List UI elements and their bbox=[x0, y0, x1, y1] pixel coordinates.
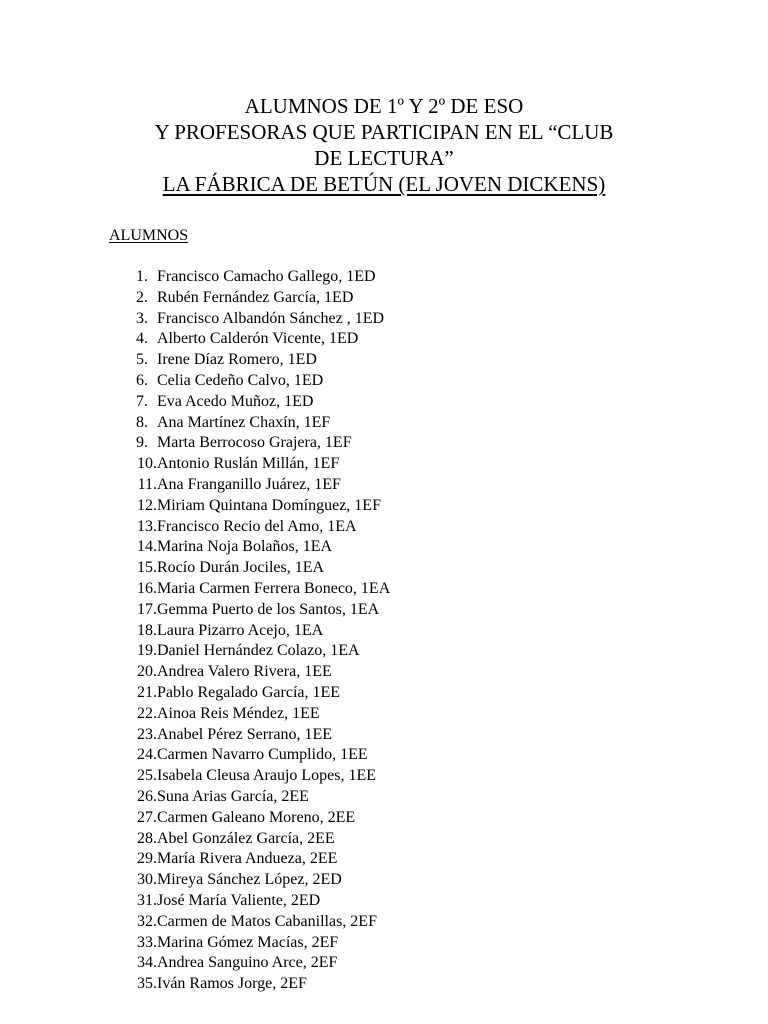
list-item-name: Marina Gómez Macías, 2EF bbox=[157, 933, 339, 951]
list-item-number: 19. bbox=[137, 642, 157, 660]
list-item-name: Antonio Ruslán Millán, 1EF bbox=[157, 455, 340, 473]
list-item-number: 8. bbox=[136, 413, 148, 431]
list-item-name: María Rivera Andueza, 2EE bbox=[157, 850, 338, 868]
list-item-number: 31. bbox=[137, 891, 157, 909]
list-item-number: 3. bbox=[136, 309, 148, 327]
list-item-name: Laura Pizarro Acejo, 1EA bbox=[157, 621, 324, 639]
list-item-name: Ainoa Reis Méndez, 1EE bbox=[157, 704, 320, 722]
list-item-name: Marina Noja Bolaños, 1EA bbox=[157, 538, 333, 556]
list-item-name: Miriam Quintana Domínguez, 1EF bbox=[157, 496, 381, 514]
list-item-number: 6. bbox=[136, 371, 148, 389]
list-item-number: 9. bbox=[136, 434, 148, 452]
list-item-number: 25. bbox=[137, 767, 157, 785]
title-line-2: Y PROFESORAS QUE PARTICIPAN EN EL “CLUB bbox=[154, 120, 614, 144]
list-item-name: Ana Martínez Chaxín, 1EF bbox=[157, 413, 331, 431]
list-item-name: Abel González García, 2EE bbox=[157, 829, 335, 847]
list-item-number: 32. bbox=[137, 912, 157, 930]
section-heading-alumnos: ALUMNOS bbox=[109, 227, 189, 244]
list-item-number: 11. bbox=[137, 475, 157, 493]
list-item-name: Ana Franganillo Juárez, 1EF bbox=[157, 475, 341, 493]
list-item-name: Rocío Durán Jociles, 1EA bbox=[157, 559, 325, 577]
list-item-name: Alberto Calderón Vicente, 1ED bbox=[157, 330, 359, 348]
list-item-number: 20. bbox=[137, 663, 157, 681]
list-item-number: 10. bbox=[137, 455, 157, 473]
list-item-name: Francisco Camacho Gallego, 1ED bbox=[157, 268, 376, 285]
list-item-number: 35. bbox=[137, 975, 157, 993]
list-item-number: 4. bbox=[136, 330, 148, 348]
list-item-number: 27. bbox=[137, 808, 157, 826]
list-item-name: Rubén Fernández García, 1ED bbox=[157, 288, 354, 306]
list-item-name: Pablo Regalado García, 1EE bbox=[157, 683, 341, 701]
list-item-number: 12. bbox=[137, 496, 157, 514]
list-item-name: Anabel Pérez Serrano, 1EE bbox=[157, 725, 333, 743]
list-item-name: José María Valiente, 2ED bbox=[157, 891, 321, 909]
list-item-name: Gemma Puerto de los Santos, 1EA bbox=[157, 600, 380, 618]
list-item-name: Andrea Valero Rivera, 1EE bbox=[157, 663, 332, 681]
list-item-name: Daniel Hernández Colazo, 1EA bbox=[157, 642, 360, 660]
document-title bbox=[0, 93, 768, 197]
list-item-name: Carmen Galeano Moreno, 2EE bbox=[157, 808, 356, 826]
list-item-name: Isabela Cleusa Araujo Lopes, 1EE bbox=[157, 767, 377, 785]
list-item-name: Carmen de Matos Cabanillas, 2EF bbox=[157, 912, 377, 930]
list-item-number: 21. bbox=[137, 683, 157, 701]
list-item-number: 34. bbox=[137, 954, 157, 972]
list-item-name: Carmen Navarro Cumplido, 1EE bbox=[157, 746, 368, 764]
list-item-name: Suna Arias García, 2EE bbox=[157, 787, 309, 805]
list-item-number: 14. bbox=[137, 538, 157, 556]
title-line-4: LA FÁBRICA DE BETÚN (EL JOVEN DICKENS) bbox=[162, 172, 606, 196]
list-item-number: 15. bbox=[137, 559, 157, 577]
list-item-name: Andrea Sanguino Arce, 2EF bbox=[157, 954, 338, 972]
list-item-number: 33. bbox=[137, 933, 157, 951]
list-item-name: Marta Berrocoso Grajera, 1EF bbox=[157, 434, 352, 452]
list-item-name: Maria Carmen Ferrera Boneco, 1EA bbox=[157, 579, 391, 597]
title-line-1: ALUMNOS DE 1º Y 2º DE ESO bbox=[244, 94, 524, 118]
list-item-number: 30. bbox=[137, 871, 157, 889]
list-item-number: 5. bbox=[136, 351, 148, 369]
list-item-number: 16. bbox=[137, 579, 157, 597]
list-item-name: Eva Acedo Muñoz, 1ED bbox=[157, 392, 314, 410]
list-item-number: 29. bbox=[137, 850, 157, 868]
title-line-3: DE LECTURA” bbox=[314, 146, 454, 170]
list-item-name: Iván Ramos Jorge, 2EF bbox=[157, 975, 307, 993]
list-item-number: 1. bbox=[136, 268, 148, 285]
list-item-number: 17. bbox=[137, 600, 157, 618]
list-item-name: Francisco Recio del Amo, 1EA bbox=[157, 517, 357, 535]
list-item-name: Francisco Albandón Sánchez , 1ED bbox=[157, 309, 385, 327]
list-item-number: 2. bbox=[136, 288, 148, 306]
list-item-number: 22. bbox=[137, 704, 157, 722]
list-item-number: 26. bbox=[137, 787, 157, 805]
list-item-name: Mireya Sánchez López, 2ED bbox=[157, 871, 342, 889]
list-item-number: 13. bbox=[137, 517, 157, 535]
list-item-name: Irene Díaz Romero, 1ED bbox=[157, 351, 317, 369]
list-item-number: 7. bbox=[136, 392, 148, 410]
list-item-number: 23. bbox=[137, 725, 157, 743]
list-item-number: 18. bbox=[137, 621, 157, 639]
list-item-number: 28. bbox=[137, 829, 157, 847]
list-item-number: 24. bbox=[137, 746, 157, 764]
list-item-name: Celia Cedeño Calvo, 1ED bbox=[157, 371, 324, 389]
